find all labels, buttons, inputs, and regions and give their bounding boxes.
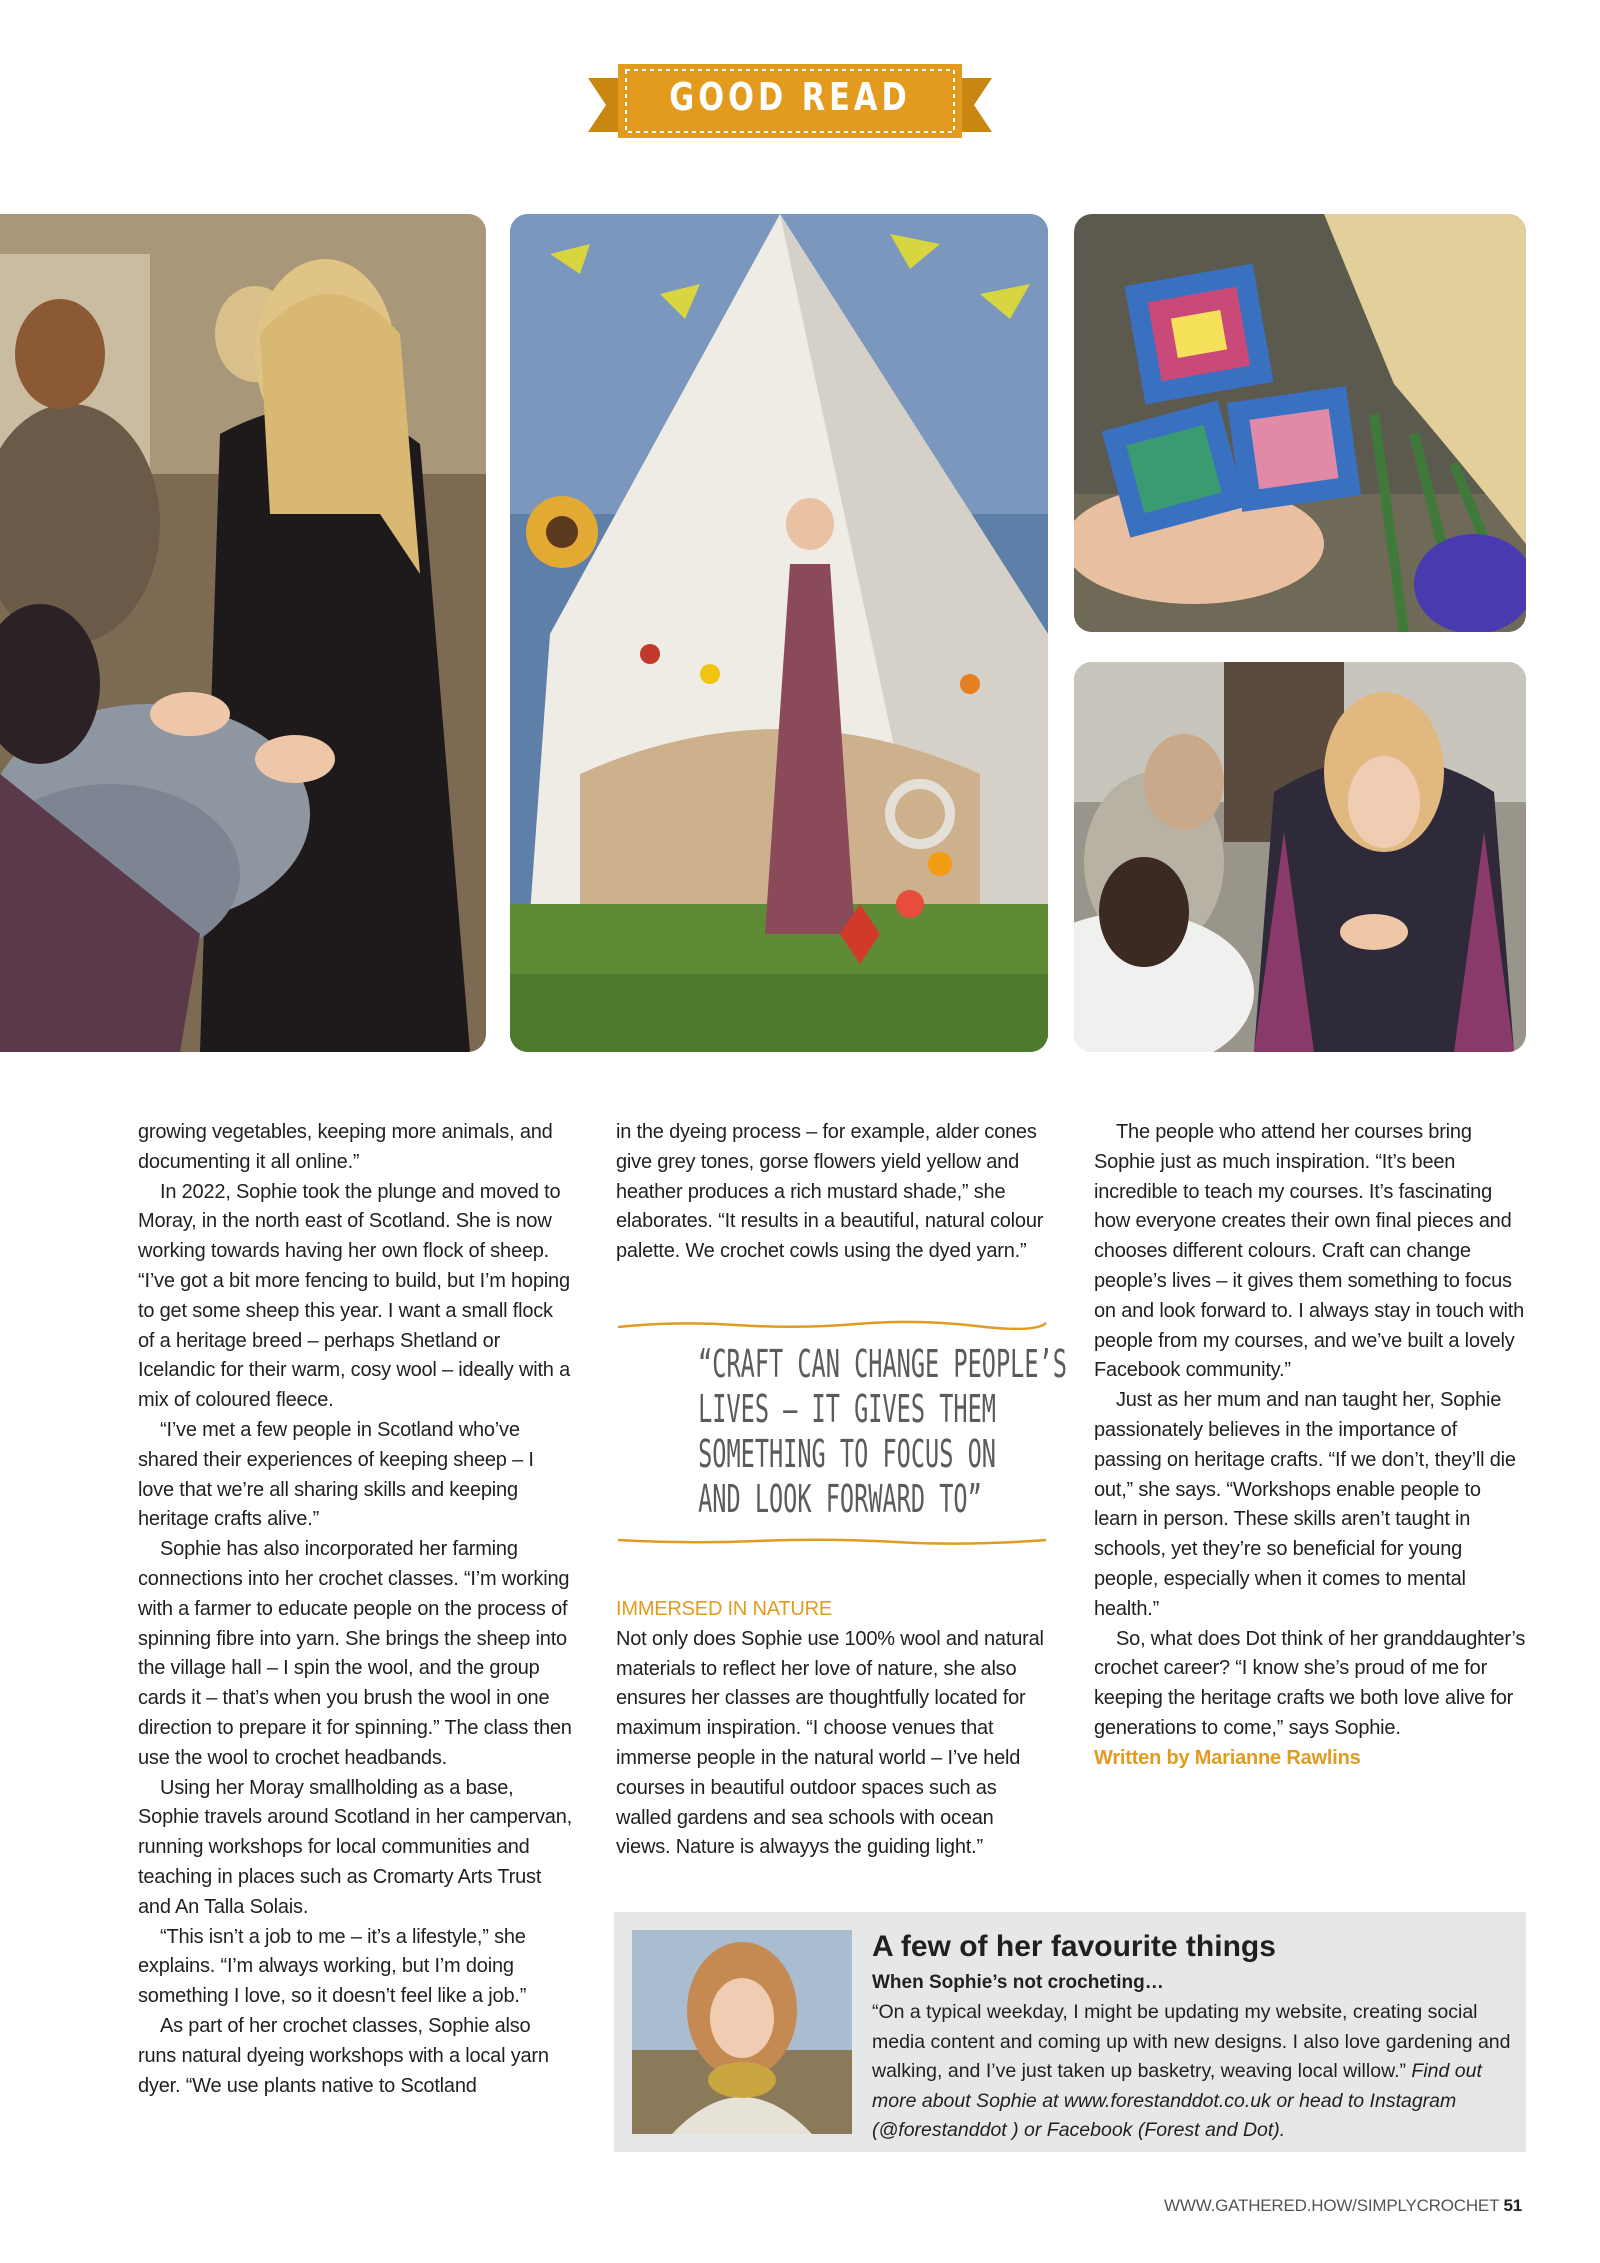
paragraph: “I’ve met a few people in Scotland who’ve shared their experiences of keeping sheep – I love that we’re all sharing skills and keeping heritage crafts alive.”: [138, 1418, 534, 1531]
footer-url: WWW.GATHERED.HOW/SIMPLYCROCHET: [1164, 2196, 1499, 2215]
granny-squares-photo: [1074, 214, 1526, 632]
paragraph: in the dyeing process – for example, alder cones give grey tones, gorse flowers yield yellow and heather produces a rich mustard shade,” she elaborates. “It results in a beautiful, natural colour palette. We crochet cowls using the dyed yarn.”: [616, 1121, 1044, 1263]
wavy-divider-icon: [616, 1318, 1048, 1332]
article-column-3: [1094, 1118, 1526, 1774]
workshop-knitting-photo: [0, 214, 486, 1052]
favourites-body: [872, 1998, 1512, 2146]
pull-quote-line: “CRAFT CAN CHANGE PEOPLE’S: [698, 1342, 1067, 1386]
favourites-box: [614, 1912, 1526, 2152]
pull-quote: [616, 1318, 1067, 1568]
pull-quote-line: AND LOOK FORWARD TO”: [698, 1477, 982, 1521]
paragraph: The people who attend her courses bring Sophie just as much inspiration. “It’s been incredible to teach my courses. It’s fascinating how everyone creates their own final pieces and chooses different colours. Craft can change people’s lives – it gives them something to focus on and look forward to. I always stay in touch with people from my courses, and we’ve built a lovely Facebook community.”: [1094, 1121, 1525, 1382]
favourites-subtitle: When Sophie’s not crocheting…: [872, 1972, 1164, 1993]
crochet-class-photo: [1074, 662, 1526, 1052]
paragraph: Using her Moray smallholding as a base, Sophie travels around Scotland in her campervan, running workshops for local communities and teaching in places such as Cromarty Arts Trust and An Talla Solais.: [138, 1776, 572, 1918]
paragraph: As part of her crochet classes, Sophie also runs natural dyeing workshops with a local yarn dyer. “We use plants native to Scotland: [138, 2014, 549, 2097]
page-footer: [1164, 2196, 1522, 2216]
pull-quote-text: [698, 1342, 1067, 1522]
favourites-links: Find out more about Sophie at www.forestanddot.co.uk or head to Instagram (@forestanddot ) or Facebook (Forest and Dot).: [872, 2060, 1482, 2141]
article-column-2-bottom: [616, 1595, 1048, 1863]
pull-quote-line: LIVES – IT GIVES THEM: [698, 1387, 996, 1431]
sophie-portrait-photo: [632, 1930, 852, 2134]
author-byline: Written by Marianne Rawlins: [1094, 1746, 1361, 1769]
paragraph: Just as her mum and nan taught her, Sophie passionately believes in the importance of passing on heritage crafts. “If we don’t, they’ll die out,” she says. “Workshops enable people to learn in person. These skills aren’t taught in schools, yet they’re so beneficial for young people, especially when it comes to mental health.”: [1094, 1389, 1516, 1620]
banner-label: GOOD READ: [669, 75, 911, 119]
page-number: 51: [1503, 2196, 1522, 2215]
favourites-quote: “On a typical weekday, I might be updating my website, creating social media content and coming up with new designs. I also love gardening and walking, and I’ve just taken up basketry, weaving local willow.”: [872, 2001, 1511, 2082]
paragraph: Sophie has also incorporated her farming connections into her crochet classes. “I’m working with a farmer to educate people on the process of spinning fibre into yarn. She brings the sheep into the village hall – I spin the wool, and the group cards it – that’s when you brush the wool in one direction to prepare it for spinning.” The class then use the wool to crochet headbands.: [138, 1538, 572, 1769]
favourites-title: A few of her favourite things: [872, 1930, 1276, 1963]
pull-quote-line: SOMETHING TO FOCUS ON: [698, 1432, 996, 1476]
article-column-1: [138, 1118, 572, 2101]
article-column-2: [616, 1118, 1048, 1267]
paragraph: In 2022, Sophie took the plunge and moved to Moray, in the north east of Scotland. She is now working towards having her own flock of sheep. “I’ve got a bit more fencing to build, but I’m hoping to get some sheep this year. I want a small flock of a heritage breed – perhaps Shetland or Icelandic for their warm, cosy wool – ideally with a mix of coloured fleece.: [138, 1180, 571, 1412]
bell-tent-photo: [510, 214, 1048, 1052]
wavy-divider-icon: [616, 1534, 1048, 1548]
paragraph: So, what does Dot think of her granddaughter’s crochet career? “I know she’s proud of me for keeping the heritage crafts we both love alive for generations to come,” says Sophie.: [1094, 1627, 1526, 1739]
paragraph: Not only does Sophie use 100% wool and natural materials to reflect her love of nature, she also ensures her classes are thoughtfully located for maximum inspiration. “I choose venues that immerse people in the natural world – I’ve held courses in beautiful outdoor spaces such as walled gardens and sea schools with ocean views. Nature is alwayys the guiding light.”: [616, 1627, 1044, 1859]
paragraph: “This isn’t a job to me – it’s a lifestyle,” she explains. “I’m always working, but I’m doing something I love, so it doesn’t feel like a job.”: [138, 1925, 527, 2008]
section-subheading: IMMERSED IN NATURE: [616, 1598, 833, 1620]
paragraph: growing vegetables, keeping more animals, and documenting it all online.”: [138, 1121, 553, 1173]
